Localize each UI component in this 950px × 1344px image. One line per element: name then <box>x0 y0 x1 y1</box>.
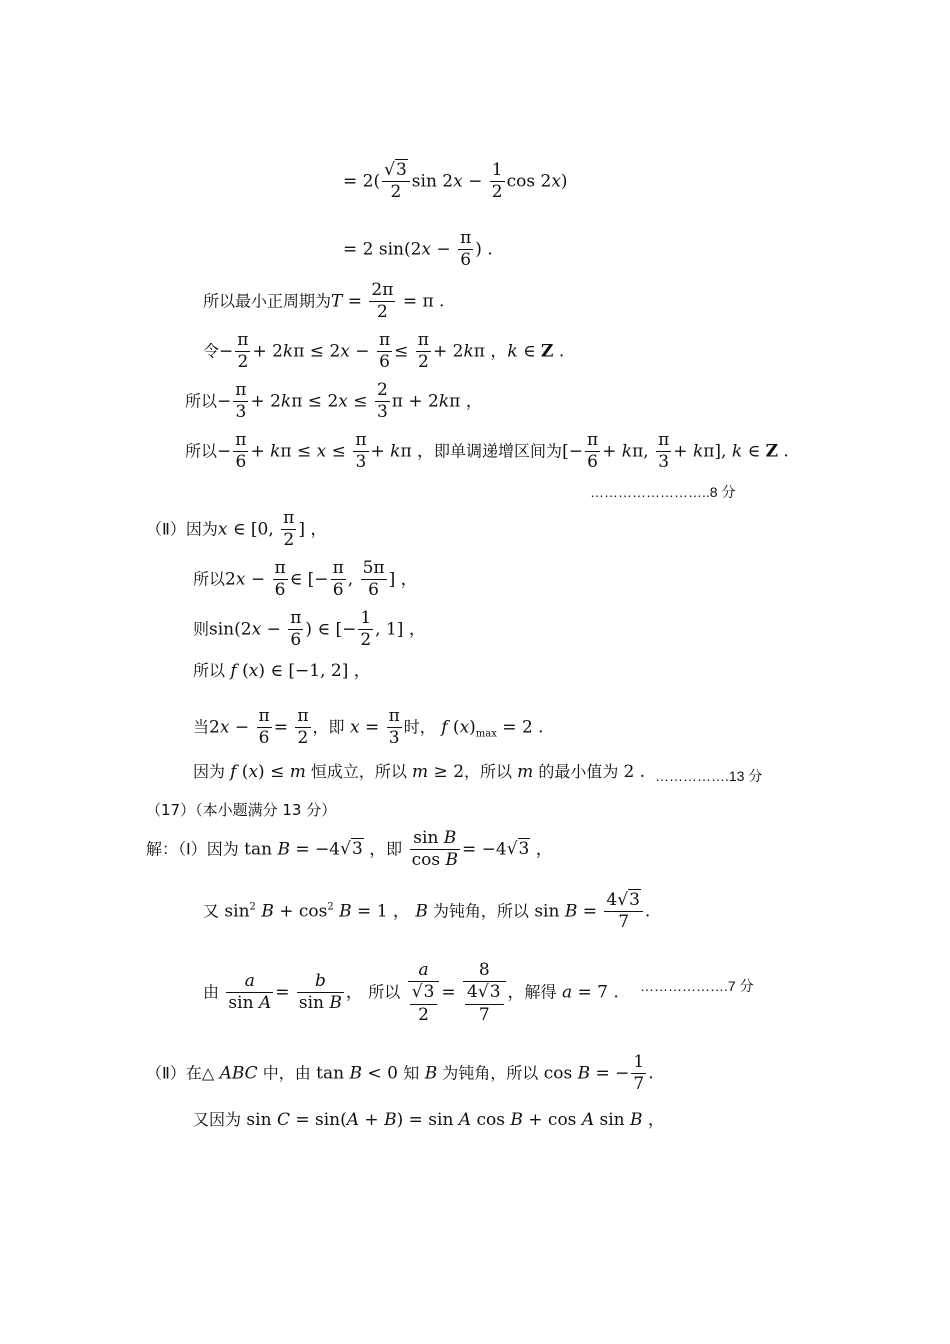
q17-line-3: 由 $\frac{a}{\text{sin A}}$ = $\frac{b}{\text{sin B}}$ ， 所以 $\frac{a}{\frac{√3}{2}}$ = $\frac{8}{\frac{4√3}{7}}$ ，解得 a = 7 . <box>203 960 619 1025</box>
q17-solution-label: 解：（Ⅰ）因为 <box>146 839 239 859</box>
q17-part2-line: （Ⅱ）在△ ABC 中，由 tan B < 0 知 B 为钝角，所以 cos B = − $\frac{1}{7}$ . <box>146 1052 654 1095</box>
so-text-3: 所以 <box>193 569 226 589</box>
part2-line-a: 所以2x − $\frac{\pi}{6}$ ∈ [− $\frac{\pi}{6}$ , $\frac{5\pi}{6}$ ] ， <box>193 558 418 601</box>
q17-line-1: 解：（Ⅰ）因为 tan B = −4√3 ，即 $\frac{\text{sin B}}{\text{cos B}}$ = −4√3 ， <box>146 828 553 871</box>
part2-line-d: 当2x − $\frac{\pi}{6}$ = $\frac{\pi}{2}$ ，即 x = $\frac{\pi}{3}$ 时， f $(x)_{max} = 2$ . <box>193 706 544 749</box>
q17-last-line: 又因为 sin C = sin(A + B) = sin A cos B + cos A sin B ， <box>193 1110 665 1130</box>
interval-line: 所以− $\frac{\pi}{6}$ + kπ ≤ x ≤ $\frac{\pi}{3}$ + kπ ，即单调递增区间为[− $\frac{\pi}{6}$ + kπ, $\frac{\pi}{3}$ + kπ], k ∈ Z . <box>185 430 789 473</box>
so-text-4: 所以 <box>193 661 226 680</box>
score-13: …………….13 分 <box>655 768 763 784</box>
part2-label: （Ⅱ）因为 <box>146 519 218 539</box>
so-text-2: 所以 <box>185 441 218 461</box>
q17-line-2: 又 $\sin^2 B + \cos^2 B = 1$ ， B 为钝角，所以 sin B = $\frac{4√3}{7}$ . <box>203 890 651 933</box>
eq-line-1: = 2( $\frac{√3}{2}$ sin 2x − $\frac{1}{2}$ cos 2x) <box>343 160 568 203</box>
period-text: 所以最小正周期为 <box>203 291 332 311</box>
inequality-line-1: 令− $\frac{\pi}{2}$ + 2kπ ≤ 2x − $\frac{\pi}{6}$ ≤ $\frac{\pi}{2}$ + 2kπ ，k ∈ Z . <box>203 330 565 373</box>
then-text: 则 <box>193 619 210 639</box>
let-text: 令 <box>203 341 220 361</box>
when-text: 当 <box>193 717 210 737</box>
inequality-line-2: 所以− $\frac{\pi}{3}$ + 2kπ ≤ 2x ≤ $\frac{2}{3}$ π + 2kπ ， <box>185 380 483 423</box>
score-7: ……………….7 分 <box>640 978 754 994</box>
eq-line-2: = 2 sin(2x − $\frac{\pi}{6}$ ) . <box>343 228 493 271</box>
part2-line-b: 则sin(2x − $\frac{\pi}{6}$ ) ∈ [− $\frac{1}{2}$ , 1] ， <box>193 608 426 651</box>
period-line: 所以最小正周期为T = $\frac{2\pi}{2}$ = π . <box>203 280 445 323</box>
part2-line-c: 所以 f (x) ∈ [−1, 2] ， <box>193 661 371 681</box>
part2-line-e: 因为 f (x) ≤ m 恒成立，所以 m ≥ 2，所以 m 的最小值为 2 . <box>193 762 646 782</box>
part2-line: （Ⅱ）因为x ∈ [0, $\frac{\pi}{2}$ ] ， <box>146 508 328 551</box>
so-text-1: 所以 <box>185 391 218 411</box>
score-8: ……………………..8 分 <box>590 484 736 500</box>
q17-heading: （17）（本小题满分 13 分） <box>146 801 337 819</box>
